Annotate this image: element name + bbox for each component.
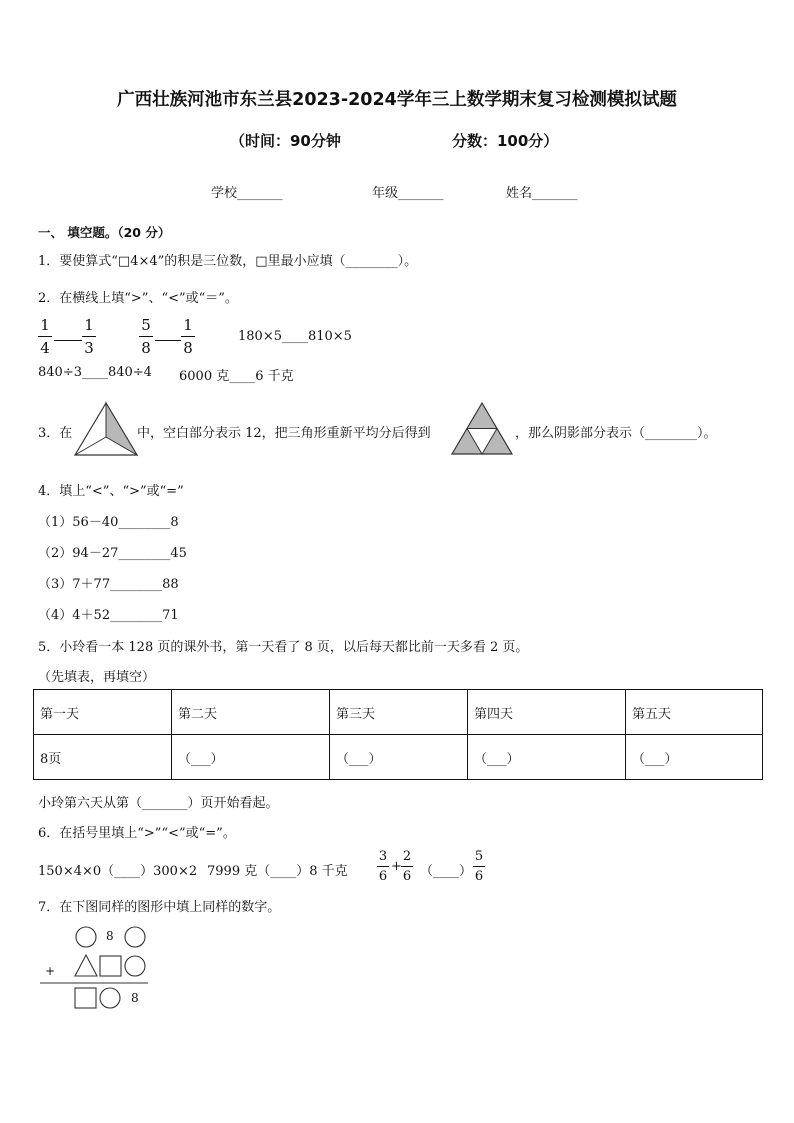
table-cell[interactable]: （___） (330, 735, 468, 780)
plus-sign: + (391, 859, 402, 874)
triangle-icon[interactable] (75, 955, 97, 976)
fraction-bar (401, 866, 413, 867)
circle-icon[interactable] (76, 927, 96, 947)
reading-table (33, 689, 763, 780)
fraction (401, 849, 413, 884)
table-header: 第一天 (34, 690, 172, 735)
numerator: 3 (378, 849, 388, 864)
table-header: 第四天 (468, 690, 626, 735)
question-3-prefix: 3．在 (38, 426, 73, 441)
numerator: 2 (402, 849, 412, 864)
compare-expression: 150×4×0（____）300×2 (38, 864, 198, 879)
answer-line[interactable] (155, 340, 181, 341)
triangle-diagram-2 (450, 401, 514, 456)
fraction-bar (473, 866, 485, 867)
table-row (34, 735, 763, 780)
circle-icon[interactable] (125, 956, 145, 976)
question-5-followup: 小玲第六天从第（_______）页开始看起。 (38, 796, 279, 811)
question-3-middle: 中，空白部分表示 12，把三角形重新平均分后得到 (137, 426, 431, 441)
fraction (473, 849, 485, 884)
square-icon[interactable] (100, 956, 121, 976)
list-item: （3）7＋77________88 (38, 577, 179, 592)
numerator: 1 (183, 316, 193, 334)
numerator: 5 (141, 316, 151, 334)
table-header-row (34, 690, 763, 735)
fraction (38, 316, 52, 357)
fraction-bar (181, 336, 195, 337)
fraction-bar (139, 336, 153, 337)
question-1: 1．要使算式“□4×4”的积是三位数，□里最小应填（________）。 (38, 254, 418, 269)
name-field[interactable]: 姓名_______ (506, 186, 578, 201)
list-item: （1）56－40________8 (38, 515, 179, 530)
digit-label: 8 (131, 991, 139, 1005)
answer-blank[interactable]: （____） (420, 864, 473, 879)
table-cell: 8页 (34, 735, 172, 780)
fraction (181, 316, 195, 357)
compare-expression: 6000 克____6 千克 (179, 369, 294, 384)
time-label: （时间：90分钟 (230, 132, 341, 150)
score-label: 分数：100分） (452, 132, 559, 150)
numerator: 1 (84, 316, 94, 334)
denominator: 4 (40, 339, 50, 357)
list-item: （2）94－27________45 (38, 546, 187, 561)
denominator: 6 (402, 869, 412, 884)
answer-line[interactable] (54, 340, 82, 341)
denominator: 6 (378, 869, 388, 884)
section-heading: 一、 填空题。（20 分） (38, 225, 171, 240)
denominator: 6 (474, 869, 484, 884)
page-title: 广西壮族河池市东兰县2023-2024学年三上数学期末复习检测模拟试题 (117, 90, 677, 110)
square-icon[interactable] (75, 988, 96, 1008)
question-2: 2．在横线上填“>”、“<”或“＝”。 (38, 291, 238, 306)
table-header: 第二天 (172, 690, 330, 735)
fraction-bar (377, 866, 389, 867)
question-3-suffix: ，那么阴影部分表示（________）。 (515, 426, 717, 441)
denominator: 8 (183, 339, 193, 357)
circle-icon[interactable] (125, 927, 145, 947)
denominator: 3 (84, 339, 94, 357)
table-header: 第三天 (330, 690, 468, 735)
triangle-diagram-1 (73, 401, 139, 457)
table-cell[interactable]: （___） (468, 735, 626, 780)
fraction-bar (38, 336, 52, 337)
question-5: 5．小玲看一本 128 页的课外书，第一天看了 8 页，以后每天都比前一天多看 2 页。 (38, 640, 529, 655)
puzzle-diagram (38, 922, 168, 1014)
numerator: 1 (40, 316, 50, 334)
compare-expression: 180×5____810×5 (238, 329, 352, 344)
denominator: 8 (141, 339, 151, 357)
table-cell[interactable]: （___） (172, 735, 330, 780)
compare-expression: 7999 克（____）8 千克 (207, 864, 348, 879)
compare-expression: 840÷3____840÷4 (38, 365, 152, 380)
plus-sign: + (45, 964, 56, 978)
table-header: 第五天 (626, 690, 763, 735)
question-6: 6．在括号里填上“>”“<”或“=”。 (38, 826, 236, 841)
fraction (377, 849, 389, 884)
fraction (82, 316, 96, 357)
circle-icon[interactable] (100, 988, 120, 1008)
fraction-bar (82, 336, 96, 337)
question-4: 4．填上“<”、“>”或“=” (38, 484, 184, 499)
question-5-note: （先填表，再填空） (38, 670, 156, 685)
digit-label: 8 (106, 929, 114, 943)
numerator: 5 (474, 849, 484, 864)
table-cell[interactable]: （___） (626, 735, 763, 780)
grade-field[interactable]: 年级_______ (372, 186, 444, 201)
list-item: （4）4＋52________71 (38, 608, 179, 623)
school-field[interactable]: 学校_______ (211, 186, 283, 201)
question-7: 7．在下图同样的图形中填上同样的数字。 (38, 900, 281, 915)
fraction (139, 316, 153, 357)
